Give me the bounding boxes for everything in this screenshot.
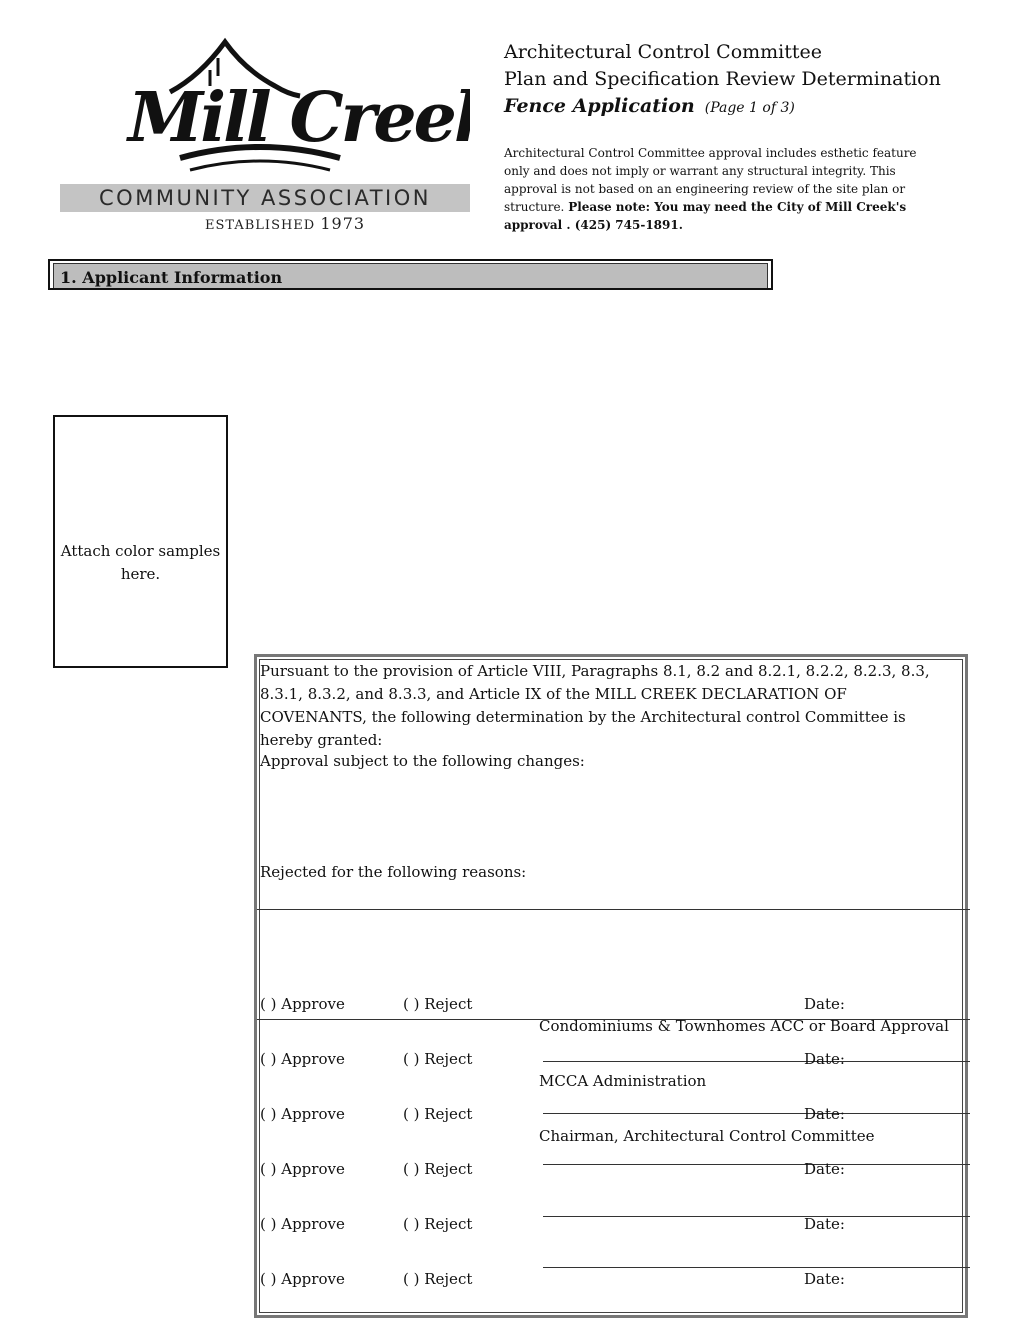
approve-checkbox[interactable]: ( ) Approve (260, 1215, 345, 1233)
logo-band-text: COMMUNITY ASSOCIATION (60, 184, 470, 212)
header-title-line2: Plan and Specification Review Determination (504, 68, 941, 90)
section-title: 1. Applicant Information (53, 263, 768, 288)
color-samples-text: Attach color samples here. (60, 542, 221, 583)
date-label: Date: (804, 1160, 845, 1178)
reject-checkbox[interactable]: ( ) Reject (403, 1270, 473, 1288)
disclaimer (504, 144, 944, 234)
pursuant-text: Pursuant to the provision of Article VIII, Paragraphs 8.1, 8.2 and 8.2.1, 8.2.2, 8.2.3, 8.3, 8.3.1, 8.3.2, and 8.3.3, and Article IX of the MILL CREEK DECLARATION OF COVENANTS, the following determination by the Architectural control Committee is hereby granted: (260, 662, 930, 749)
signature-caption: Chairman, Architectural Control Committee (539, 1127, 875, 1145)
approval-changes-label: Approval subject to the following changes: (260, 752, 585, 770)
approve-checkbox[interactable]: ( ) Approve (260, 1270, 345, 1288)
logo-art (60, 36, 470, 186)
approve-checkbox[interactable]: ( ) Approve (260, 1050, 345, 1068)
date-label: Date: (804, 1270, 845, 1288)
date-label: Date: (804, 1215, 845, 1233)
section-applicant-information (48, 259, 773, 290)
logo-established-label: ESTABLISHED (205, 218, 316, 233)
page-indicator: (Page 1 of 3) (704, 100, 795, 116)
logo-established (205, 214, 365, 233)
mill-creek-logo (60, 36, 470, 231)
rejected-reasons-label: Rejected for the following reasons: (260, 863, 527, 881)
signature-line[interactable] (543, 1061, 970, 1062)
reject-checkbox[interactable]: ( ) Reject (403, 1215, 473, 1233)
signature-line[interactable] (543, 1113, 970, 1114)
disclaimer-text: Architectural Control Committee approval includes esthetic feature only and does not imply or warrant any structural integrity. This approval is not based on an engineering review of the site plan or structure. (504, 146, 917, 214)
approve-checkbox[interactable]: ( ) Approve (260, 995, 345, 1013)
reject-checkbox[interactable]: ( ) Reject (403, 1160, 473, 1178)
signature-line[interactable] (543, 1164, 970, 1165)
date-label: Date: (804, 1105, 845, 1123)
reject-checkbox[interactable]: ( ) Reject (403, 1105, 473, 1123)
signature-caption: MCCA Administration (539, 1072, 707, 1090)
date-label: Date: (804, 995, 845, 1013)
header-title-line1: Architectural Control Committee (504, 41, 823, 63)
color-samples-box (53, 415, 228, 668)
form-name (504, 95, 795, 117)
logo-wordmark: Mill Creek (128, 78, 470, 158)
signature-line[interactable] (543, 1216, 970, 1217)
logo-established-year: 1973 (320, 214, 366, 233)
date-label: Date: (804, 1050, 845, 1068)
approve-checkbox[interactable]: ( ) Approve (260, 1105, 345, 1123)
signature-caption: Condominiums & Townhomes ACC or Board Approval (539, 1017, 949, 1035)
disclaimer-note: Please note: You may need the City of Mill Creek's approval . (425) 745-1891. (504, 200, 907, 232)
signature-line[interactable] (543, 1267, 970, 1268)
form-name-text: Fence Application (504, 95, 695, 117)
reject-checkbox[interactable]: ( ) Reject (403, 995, 473, 1013)
divider (257, 909, 970, 910)
approve-checkbox[interactable]: ( ) Approve (260, 1160, 345, 1178)
reject-checkbox[interactable]: ( ) Reject (403, 1050, 473, 1068)
